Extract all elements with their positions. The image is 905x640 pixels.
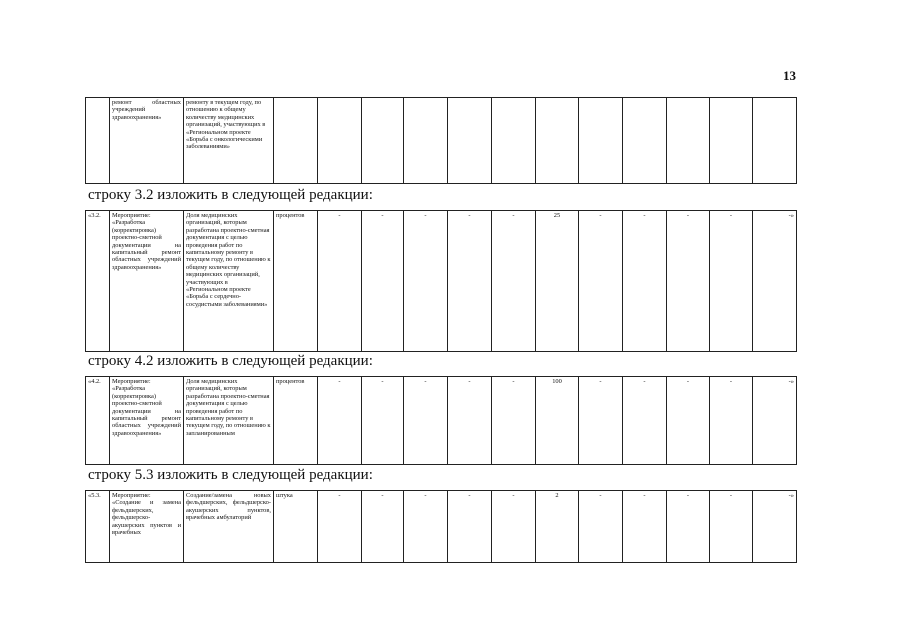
cell-value: - — [448, 377, 492, 465]
cell-unit: процентов — [274, 377, 318, 465]
cell-indicator: Создание/замена новых фельдшерских, фельдшерско-акушерских пунктов, врачебных амбулаторий — [184, 491, 274, 563]
cell-value: - — [318, 377, 362, 465]
cell-value: - — [667, 211, 710, 352]
instruction-heading: строку 3.2 изложить в следующей редакции: — [88, 187, 373, 203]
cell-value: - — [579, 211, 623, 352]
cell-unit: процентов — [274, 211, 318, 352]
table-continuation — [85, 97, 797, 184]
cell-indicator: ремонту в текущем году, по отношению к общему количеству медицинских организаций, участвующих в «Региональном проекте «Борьба с онкологическими заболеваниями» — [184, 98, 274, 184]
cell-value — [623, 98, 667, 184]
instruction-heading: строку 5.3 изложить в следующей редакции: — [88, 467, 373, 483]
cell-value: - — [404, 377, 448, 465]
cell-value: - — [404, 211, 448, 352]
cell-value: 100 — [536, 377, 579, 465]
cell-value: - — [623, 211, 667, 352]
cell-num: «3.2. — [86, 211, 110, 352]
cell-unit: штука — [274, 491, 318, 563]
cell-value — [362, 98, 404, 184]
cell-value: 25 — [536, 211, 579, 352]
cell-value: - — [710, 211, 753, 352]
cell-value: -» — [753, 211, 797, 352]
cell-value: - — [362, 491, 404, 563]
table-row-4-2 — [85, 376, 797, 465]
cell-num — [86, 98, 110, 184]
table-row-3-2 — [85, 210, 797, 352]
cell-value: - — [579, 491, 623, 563]
cell-value: - — [362, 377, 404, 465]
cell-value: - — [710, 491, 753, 563]
cell-value: - — [492, 211, 536, 352]
cell-value: - — [667, 491, 710, 563]
table-row — [86, 98, 797, 184]
cell-value: - — [362, 211, 404, 352]
cell-value: - — [667, 377, 710, 465]
cell-unit — [274, 98, 318, 184]
cell-value: - — [448, 211, 492, 352]
cell-value — [492, 98, 536, 184]
instruction-heading: строку 4.2 изложить в следующей редакции: — [88, 353, 373, 369]
cell-value: - — [318, 211, 362, 352]
cell-value: - — [404, 491, 448, 563]
cell-num: «4.2. — [86, 377, 110, 465]
cell-value: - — [492, 491, 536, 563]
cell-value: 2 — [536, 491, 579, 563]
table-row-5-3 — [85, 490, 797, 563]
cell-value — [448, 98, 492, 184]
cell-num: «5.3. — [86, 491, 110, 563]
cell-value: - — [579, 377, 623, 465]
cell-value: - — [623, 377, 667, 465]
cell-value: - — [318, 491, 362, 563]
cell-value — [404, 98, 448, 184]
cell-value: - — [448, 491, 492, 563]
cell-value — [536, 98, 579, 184]
cell-value — [667, 98, 710, 184]
page-number: 13 — [783, 68, 796, 83]
cell-value: -» — [753, 377, 797, 465]
cell-value — [710, 98, 753, 184]
cell-value: - — [623, 491, 667, 563]
cell-value — [579, 98, 623, 184]
cell-value: - — [492, 377, 536, 465]
cell-name: Мероприятие: «Создание и замена фельдшерских, фельдшерско-акушерских пунктов и врачебных — [110, 491, 184, 563]
cell-indicator: Доля медицинских организаций, которым разработана проектно-сметная документация с целью проведения работ по капитальному ремонту в текущем году, по отношению к общему количеству медицинских организаций, участвующих в «Региональном проекте «Борьба с сердечно-сосудистыми заболеваниями» — [184, 211, 274, 352]
cell-value — [753, 98, 797, 184]
table-row — [86, 377, 797, 465]
cell-name: Мероприятие: «Разработка (корректировка) проектно-сметной документации на капитальный ремонт областных учреждений здравоохранения» — [110, 211, 184, 352]
cell-value: -» — [753, 491, 797, 563]
cell-value — [318, 98, 362, 184]
table-row — [86, 491, 797, 563]
cell-value: - — [710, 377, 753, 465]
cell-name: Мероприятие: «Разработка (корректировка) проектно-сметной документации на капитальный ремонт областных учреждений здравоохранения» — [110, 377, 184, 465]
cell-name: ремонт областных учреждений здравоохранения» — [110, 98, 184, 184]
table-row — [86, 211, 797, 352]
cell-indicator: Доля медицинских организаций, которым разработана проектно-сметная документация с целью проведения работ по капитальному ремонту в текущем году, по отношению к запланированным — [184, 377, 274, 465]
